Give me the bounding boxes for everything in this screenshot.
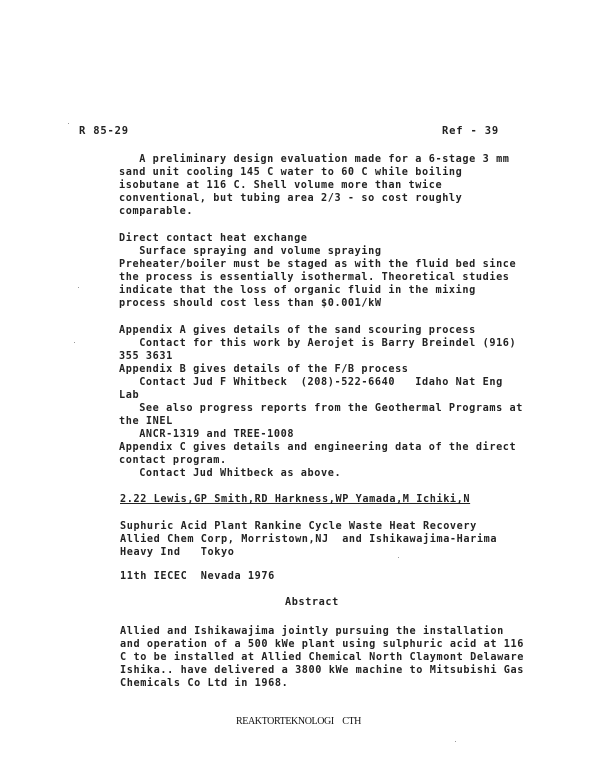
text-line: contact program. xyxy=(119,455,227,466)
text-line: Appendix A gives details of the sand scouring process xyxy=(119,325,476,336)
reference-title-line: Suphuric Acid Plant Rankine Cycle Waste Heat Recovery xyxy=(120,521,477,532)
footer-stamp: REAKTORTEKNOLOGI CTH xyxy=(236,716,362,727)
text-line: Contact for this work by Aerojet is Barry Breindel (916) xyxy=(119,338,517,349)
reference-title-line: Heavy Ind Tokyo xyxy=(120,547,235,558)
scan-speck xyxy=(74,342,75,343)
scan-speck xyxy=(455,741,456,742)
scan-speck xyxy=(78,287,79,288)
text-line: isobutane at 116 C. Shell volume more than twice xyxy=(119,180,443,191)
report-id: R 85-29 xyxy=(79,125,129,137)
text-line: ANCR-1319 and TREE-1008 xyxy=(119,429,295,440)
text-line: Preheater/boiler must be staged as with the fluid bed since xyxy=(119,259,517,270)
text-line: Direct contact heat exchange xyxy=(119,233,308,244)
text-line: Surface spraying and volume spraying xyxy=(119,246,382,257)
text-line: Contact Jud Whitbeck as above. xyxy=(119,468,342,479)
scan-speck xyxy=(398,557,399,558)
abstract-line: Allied and Ishikawajima jointly pursuing the installation xyxy=(120,626,504,637)
text-line: Contact Jud F Whitbeck (208)-522-6640 Idaho Nat Eng xyxy=(119,377,503,388)
text-line: the process is essentially isothermal. Theoretical studies xyxy=(119,272,510,283)
text-line: indicate that the loss of organic fluid in the mixing xyxy=(119,285,476,296)
abstract-line: C to be installed at Allied Chemical North Claymont Delaware xyxy=(120,652,525,663)
reference-title-line: Allied Chem Corp, Morristown,NJ and Ishikawajima-Harima xyxy=(120,534,498,545)
conference: 11th IECEC Nevada 1976 xyxy=(120,571,275,582)
text-line: See also progress reports from the Geothermal Programs at xyxy=(119,403,524,414)
text-line: sand unit cooling 145 C water to 60 C while boiling xyxy=(119,167,463,178)
text-line: Lab xyxy=(119,390,140,401)
text-line: conventional, but tubing area 2/3 - so cost roughly xyxy=(119,193,463,204)
text-line: process should cost less than $0.001/kW xyxy=(119,298,382,309)
text-line: Appendix B gives details of the F/B process xyxy=(119,364,409,375)
reference-heading: 2.22 Lewis,GP Smith,RD Harkness,WP Yamada,M Ichiki,N xyxy=(120,494,471,505)
text-line: Appendix C gives details and engineering data of the direct xyxy=(119,442,517,453)
abstract-label: Abstract xyxy=(285,597,339,608)
text-line: A preliminary design evaluation made for a 6-stage 3 mm xyxy=(119,154,510,165)
abstract-line: Ishika.. have delivered a 3800 kWe machine to Mitsubishi Gas xyxy=(120,665,525,676)
scan-speck xyxy=(68,123,69,124)
text-line: 355 3631 xyxy=(119,351,173,362)
text-line: the INEL xyxy=(119,416,173,427)
abstract-line: and operation of a 500 kWe plant using sulphuric acid at 116 xyxy=(120,639,525,650)
abstract-line: Chemicals Co Ltd in 1968. xyxy=(120,678,289,689)
text-line: comparable. xyxy=(119,206,194,217)
ref-number: Ref - 39 xyxy=(442,125,499,137)
